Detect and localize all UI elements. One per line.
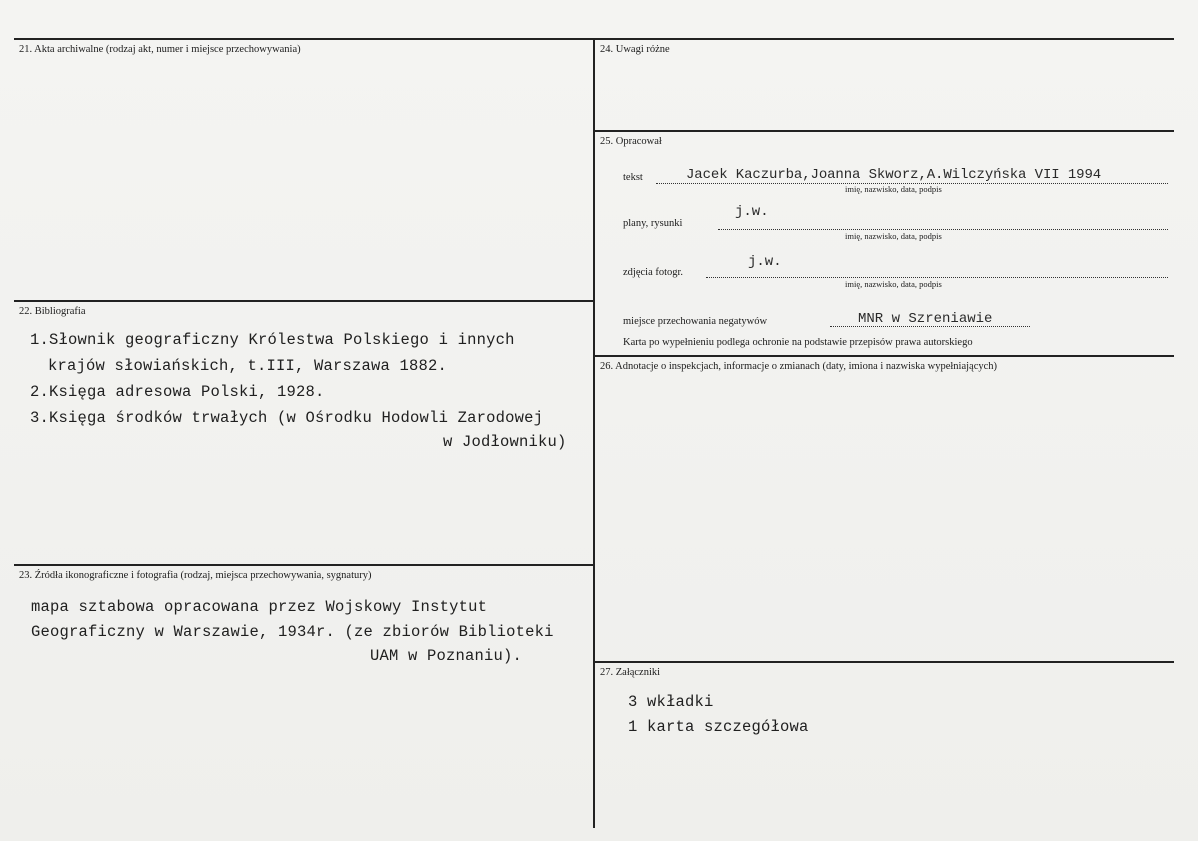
bibliography-line-1: 1.Słownik geograficzny Królestwa Polskiego i innych: [30, 331, 515, 349]
plany-label: plany, rysunki: [623, 218, 683, 229]
section-22-title: 22. Bibliografia: [19, 306, 86, 317]
rule-23: [14, 564, 593, 566]
rule-25: [594, 130, 1174, 132]
section-21-title: 21. Akta archiwalne (rodzaj akt, numer i miejsce przechowywania): [19, 44, 301, 55]
bibliography-line-3: 2.Księga adresowa Polski, 1928.: [30, 383, 325, 401]
plany-caption: imię, nazwisko, data, podpis: [845, 231, 942, 241]
center-divider: [593, 38, 595, 828]
plany-value: j.w.: [735, 204, 769, 220]
tekst-caption: imię, nazwisko, data, podpis: [845, 184, 942, 194]
attachment-line-1: 3 wkładki: [628, 693, 714, 711]
section-25-title: 25. Opracował: [600, 136, 662, 147]
tekst-label: tekst: [623, 172, 643, 183]
copyright-note: Karta po wypełnieniu podlega ochronie na podstawie przepisów prawa autorskiego: [623, 337, 973, 348]
bibliography-line-5: w Jodłowniku): [443, 433, 567, 451]
negatywy-value: MNR w Szreniawie: [858, 311, 993, 327]
zdjecia-label: zdjęcia fotogr.: [623, 267, 684, 278]
tekst-value: Jacek Kaczurba,Joanna Skworz,A.Wilczyńska VII 1994: [686, 167, 1102, 183]
iconography-line-2: Geograficzny w Warszawie, 1934r. (ze zbiorów Biblioteki: [31, 623, 554, 641]
plany-dotline: [718, 229, 1168, 230]
zdjecia-dotline: [706, 277, 1168, 278]
zdjecia-value: j.w.: [748, 254, 782, 270]
iconography-line-1: mapa sztabowa opracowana przez Wojskowy Instytut: [31, 598, 488, 616]
bibliography-line-2: krajów słowiańskich, t.III, Warszawa 1882.: [48, 357, 448, 375]
zdjecia-caption: imię, nazwisko, data, podpis: [845, 279, 942, 289]
section-24-title: 24. Uwagi różne: [600, 44, 670, 55]
bibliography-line-4: 3.Księga środków trwałych (w Ośrodku Hodowli Zarodowej: [30, 409, 544, 427]
section-23-title: 23. Źródła ikonograficzne i fotografia (rodzaj, miejsca przechowywania, sygnatury): [19, 570, 372, 581]
rule-26: [594, 355, 1174, 357]
attachment-line-2: 1 karta szczegółowa: [628, 718, 809, 736]
negatywy-label: miejsce przechowania negatywów: [623, 316, 768, 327]
rule-27: [594, 661, 1174, 663]
section-26-title: 26. Adnotacje o inspekcjach, informacje o zmianach (daty, imiona i nazwiska wypełniających): [600, 361, 998, 372]
iconography-line-3: UAM w Poznaniu).: [370, 647, 523, 665]
rule-22: [14, 300, 593, 302]
section-27-title: 27. Załączniki: [600, 667, 661, 678]
